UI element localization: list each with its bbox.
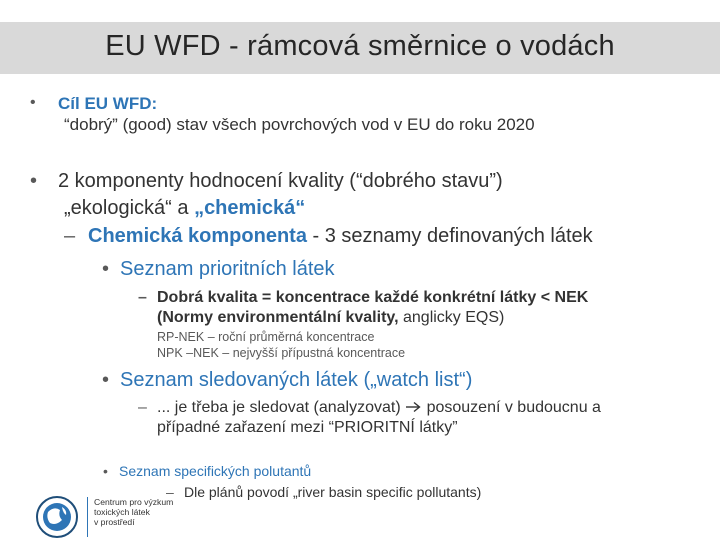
logo-line2: toxických látek	[94, 507, 150, 517]
chemical-component-label: Chemická komponenta	[88, 225, 307, 247]
bullet-marker: •	[30, 170, 38, 192]
note-npk-nek: NPK –NEK – nejvyšší přípustná koncentrace	[157, 346, 406, 360]
ecological-text: „ekologická“ a	[64, 197, 195, 219]
logo-line3: v prostředí	[94, 517, 135, 527]
goal-label: Cíl EU WFD:	[58, 94, 158, 113]
goal-text: “dobrý” (good) stav všech povrchových vod v EU do roku 2020	[64, 115, 535, 134]
bullet-marker: •	[102, 258, 110, 280]
bullet-marker: •	[102, 369, 110, 391]
recetox-globe-icon	[36, 496, 78, 538]
logo-text	[94, 497, 173, 527]
priority-list: Seznam prioritních látek	[120, 258, 335, 280]
slide-title: EU WFD - rámcová směrnice o vodách	[105, 30, 615, 62]
specific-pollutants: Seznam specifických polutantů	[119, 463, 312, 479]
eqs-english: anglicky EQS)	[398, 309, 505, 326]
watch-list-line2: případné zařazení mezi “PRIORITNÍ látky”	[157, 419, 458, 436]
dash-marker: –	[64, 225, 76, 247]
dash-marker: –	[166, 484, 174, 500]
note-rp-nek: RP-NEK – roční průměrná koncentrace	[157, 330, 375, 344]
good-quality-line1: Dobrá kvalita = koncentrace každé konkrétní látky < NEK	[157, 289, 589, 306]
watch-list: Seznam sledovaných látek („watch list“)	[120, 369, 473, 391]
components-line2	[64, 197, 305, 220]
right-arrow-icon	[405, 401, 422, 413]
bullet-marker: •	[30, 94, 36, 111]
chemical-text: „chemická“	[194, 197, 306, 219]
watch-list-line1b: posouzení v budoucnu a	[422, 399, 601, 416]
watch-list-line1a: ... je třeba je sledovat (analyzovat)	[157, 399, 406, 416]
chemical-component-line	[88, 225, 593, 248]
logo-line1: Centrum pro výzkum	[94, 497, 174, 507]
dash-marker: –	[138, 399, 147, 416]
watch-list-line1	[157, 399, 601, 417]
logo-divider	[87, 497, 88, 537]
dash-marker: –	[138, 289, 147, 306]
chemical-component-rest: - 3 seznamy definovaných látek	[306, 225, 593, 247]
components-line1: 2 komponenty hodnocení kvality (“dobrého stavu”)	[58, 170, 503, 192]
good-quality-line2	[157, 309, 504, 327]
eqs-definition: (Normy environmentální kvality,	[157, 309, 399, 326]
river-basin-line: Dle plánů povodí „river basin specific pollutants)	[184, 484, 482, 500]
bullet-marker: •	[103, 463, 108, 479]
